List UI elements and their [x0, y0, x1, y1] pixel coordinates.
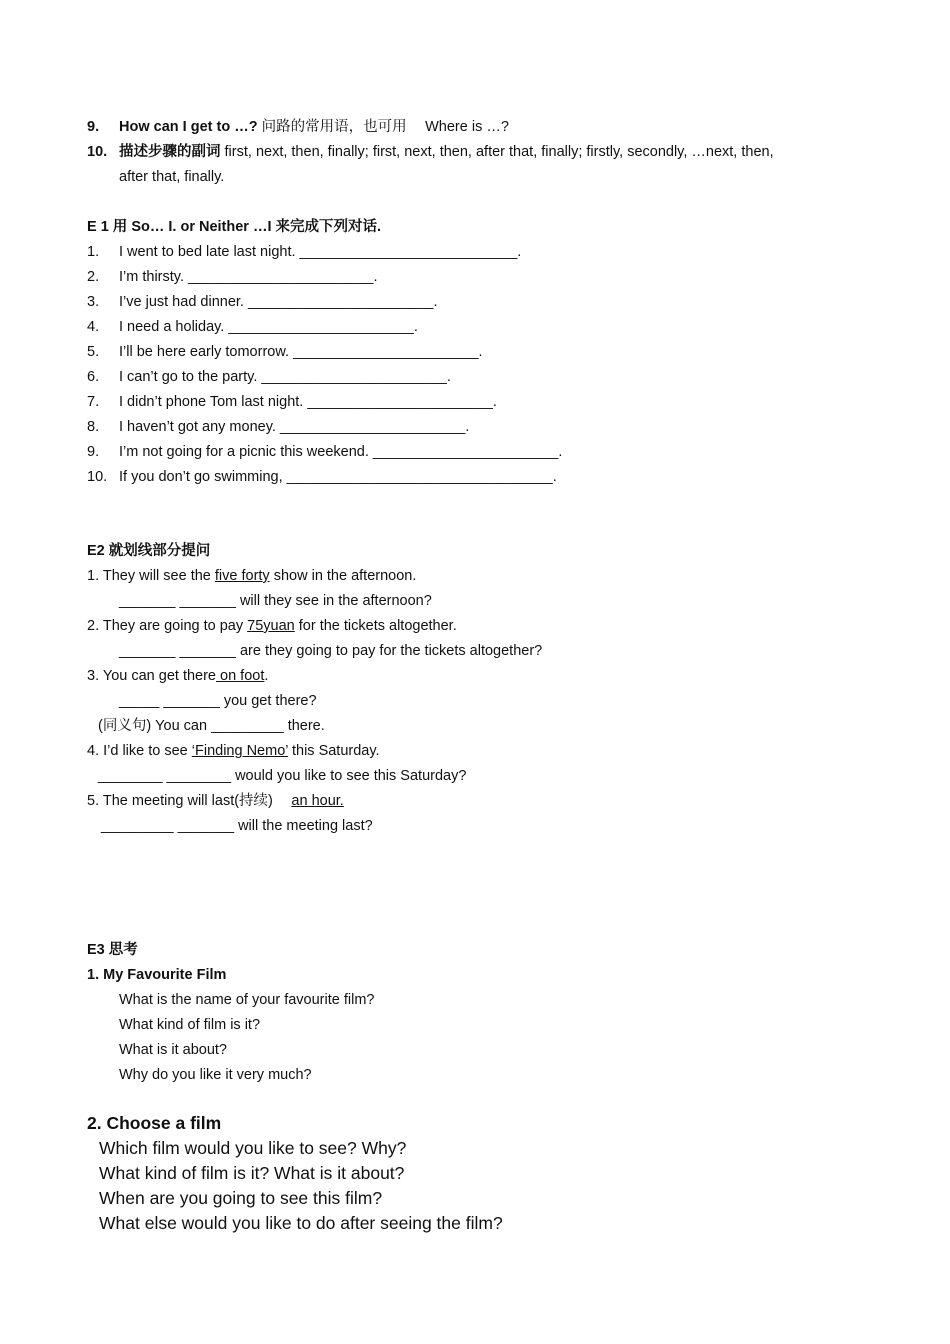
item-number: 9. [87, 444, 100, 460]
e3-part1-title: 1. My Favourite Film [87, 967, 227, 983]
question-text: this Saturday. [287, 743, 380, 759]
e3-part2-line: Which film would you like to see? Why? [99, 1138, 407, 1158]
e3-part1-line: Why do you like it very much? [119, 1067, 312, 1083]
e2-answer-1: _______ _______ will they see in the afternoon? [119, 593, 432, 609]
e2-answer-4: ________ ________ would you like to see this Saturday? [98, 768, 467, 784]
item-text: I need a holiday. _______________________. [119, 319, 418, 335]
item-number: 9. [87, 119, 100, 135]
e2-question-2 [87, 616, 457, 636]
e2-question-1 [87, 566, 416, 586]
item-text: I’m thirsty. _______________________. [119, 269, 378, 285]
item-number: 5. [87, 344, 100, 360]
e2-synonym-3: (同义句) You can _________ there. [98, 718, 325, 734]
item-bold: 描述步骤的副词 [119, 144, 221, 160]
e3-part1-line: What kind of film is it? [119, 1017, 261, 1033]
item-number: 3. [87, 294, 100, 310]
underlined-part: 75yuan [247, 618, 295, 634]
e2-question-4 [87, 741, 380, 761]
item-number: 10. [87, 144, 108, 160]
e2-answer-2: _______ _______ are they going to pay for the tickets altogether? [119, 643, 543, 659]
item-text: I didn’t phone Tom last night. _______________________. [119, 394, 497, 410]
item-text: I’ll be here early tomorrow. _______________________. [119, 344, 483, 360]
underlined-part: an hour. [291, 793, 344, 809]
item-text: I can’t go to the party. _______________________. [119, 369, 451, 385]
e2-answer-5: _________ _______ will the meeting last? [101, 818, 373, 834]
e3-heading: E3 思考 [87, 942, 138, 958]
question-text: 5. The meeting will last(持续) [87, 793, 292, 809]
item-number: 4. [87, 319, 100, 335]
e3-part2-line: What else would you like to do after seeing the film? [99, 1213, 503, 1233]
e2-answer-3: _____ _______ you get there? [119, 693, 317, 709]
item-text: I’m not going for a picnic this weekend. _______________________. [119, 444, 563, 460]
e2-question-3 [87, 666, 268, 686]
question-text: 3. You can get there [87, 668, 216, 684]
question-text: for the tickets altogether. [294, 618, 457, 634]
e2-heading: E2 就划线部分提问 [87, 543, 211, 559]
question-text: 4. I’d like to see [87, 743, 192, 759]
item-text: 问路的常用语，也可用 Where is …? [257, 119, 509, 135]
item-text: first, next, then, finally; first, next, then, after that, finally; firstly, secondly, …next, then, [220, 144, 774, 160]
e3-part2-line: What kind of film is it? What is it about? [99, 1163, 405, 1183]
e2-question-5 [87, 791, 344, 811]
underlined-part: five forty [214, 568, 270, 584]
question-text: 2. They are going to pay [87, 618, 248, 634]
e3-part1-line: What is the name of your favourite film? [119, 992, 375, 1008]
underlined-part: ‘Finding Nemo’ [191, 743, 288, 759]
e3-part2-line: When are you going to see this film? [99, 1188, 383, 1208]
question-text: . [264, 668, 269, 684]
item-text: I’ve just had dinner. _______________________. [119, 294, 438, 310]
item-text: I went to bed late last night. ___________________________. [119, 244, 522, 260]
item-number: 6. [87, 369, 100, 385]
item-number: 1. [87, 244, 100, 260]
item-number: 8. [87, 419, 100, 435]
item-number: 10. [87, 469, 108, 485]
phrase-item-10-cont: after that, finally. [119, 169, 225, 185]
item-bold: How can I get to …? [119, 119, 258, 135]
e3-part2-title: 2. Choose a film [87, 1113, 222, 1133]
item-number: 7. [87, 394, 100, 410]
item-text: If you don’t go swimming, _________________________________. [119, 469, 557, 485]
item-number: 2. [87, 269, 100, 285]
e1-heading: E 1 用 So… I. or Neither …I 来完成下列对话. [87, 219, 382, 235]
underlined-part: on foot [216, 668, 265, 684]
question-text: show in the afternoon. [269, 568, 417, 584]
question-text: 1. They will see the [87, 568, 215, 584]
e3-part1-line: What is it about? [119, 1042, 227, 1058]
item-text: I haven’t got any money. _______________________. [119, 419, 470, 435]
